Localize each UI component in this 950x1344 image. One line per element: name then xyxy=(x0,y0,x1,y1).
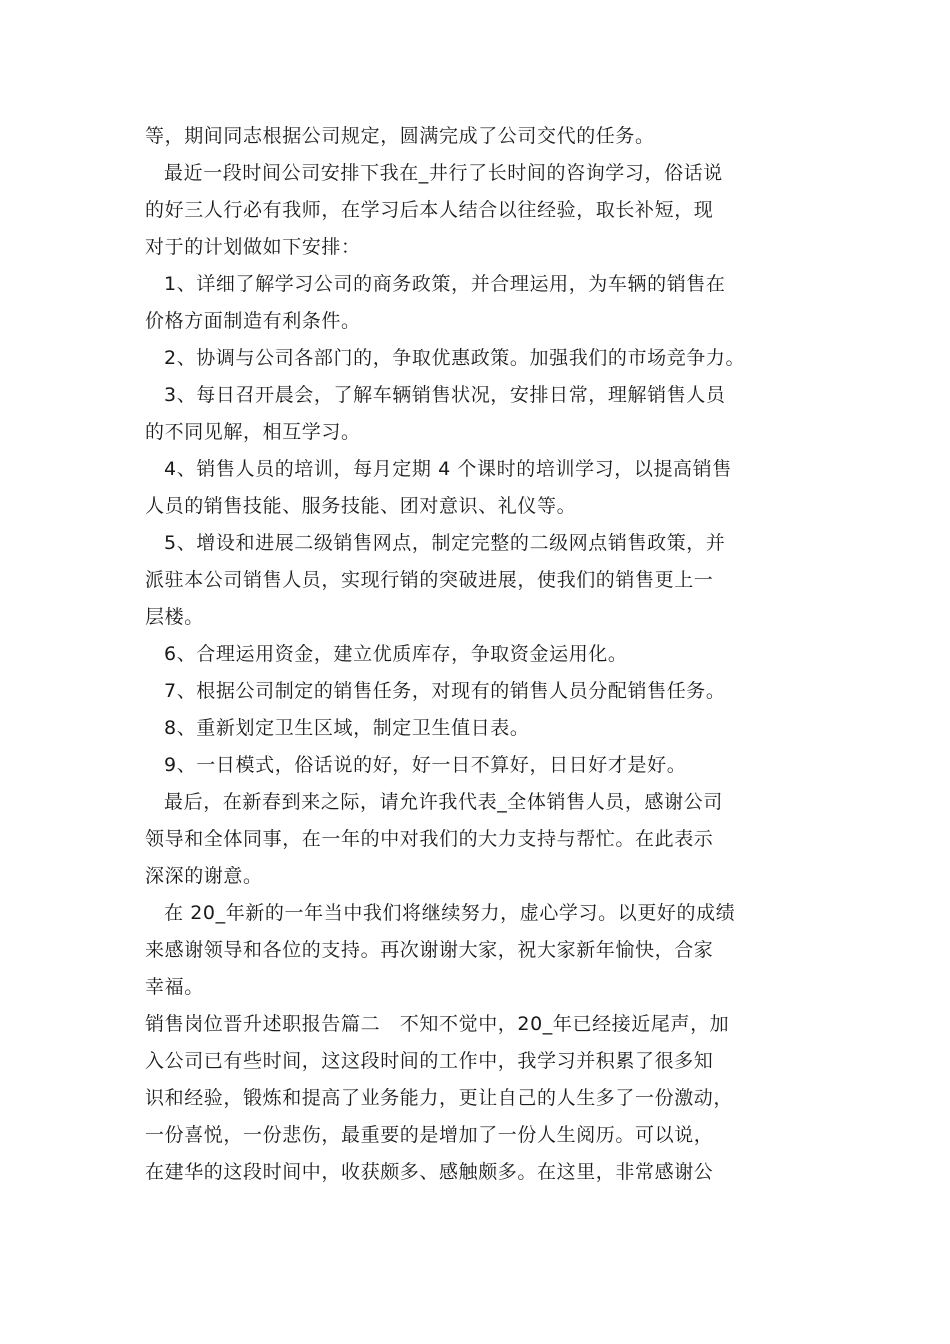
text-line: 对于的计划做如下安排： xyxy=(145,236,361,258)
text-line: 领导和全体同事，在一年的中对我们的大力支持与帮忙。在此表示 xyxy=(145,828,714,850)
text-line: 深深的谢意。 xyxy=(145,865,263,887)
text-line: 7、根据公司制定的销售任务，对现有的销售人员分配销售任务。 xyxy=(164,680,726,702)
text-line: 在建华的这段时间中，收获颇多、感触颇多。在这里，非常感谢公 xyxy=(145,1161,714,1183)
text-line: 来感谢领导和各位的支持。再次谢谢大家，祝大家新年愉快，合家 xyxy=(145,939,714,961)
text-line: 8、重新划定卫生区域，制定卫生值日表。 xyxy=(164,717,530,739)
text-line: 最后，在新春到来之际，请允许我代表_全体销售人员，感谢公司 xyxy=(164,791,723,813)
text-line: 幸福。 xyxy=(145,976,204,998)
text-line: 一份喜悦，一份悲伤，最重要的是增加了一份人生阅历。可以说， xyxy=(145,1124,714,1146)
text-line: 3、每日召开晨会，了解车辆销售状况，安排日常，理解销售人员 xyxy=(164,384,726,406)
text-line: 9、一日模式，俗话说的好，好一日不算好，日日好才是好。 xyxy=(164,754,687,776)
text-line: 人员的销售技能、服务技能、团对意识、礼仪等。 xyxy=(145,495,577,517)
text-line: 销售岗位晋升述职报告篇二 不知不觉中，20_年已经接近尾声，加 xyxy=(145,1013,730,1035)
text-line: 的不同见解，相互学习。 xyxy=(145,421,361,443)
text-line: 派驻本公司销售人员，实现行销的突破进展，使我们的销售更上一 xyxy=(145,569,714,591)
text-line: 等，期间同志根据公司规定，圆满完成了公司交代的任务。 xyxy=(145,125,655,147)
text-line: 6、合理运用资金，建立优质库存，争取资金运用化。 xyxy=(164,643,628,665)
text-line: 入公司已有些时间，这这段时间的工作中，我学习并积累了很多知 xyxy=(145,1050,714,1072)
text-line: 4、销售人员的培训，每月定期 4 个课时的培训学习，以提高销售 xyxy=(164,458,732,480)
text-line: 1、详细了解学习公司的商务政策，并合理运用，为车辆的销售在 xyxy=(164,273,726,295)
document-body xyxy=(145,118,810,1191)
text-line: 5、增设和进展二级销售网点，制定完整的二级网点销售政策，并 xyxy=(164,532,726,554)
text-line: 最近一段时间公司安排下我在_井行了长时间的咨询学习，俗话说 xyxy=(164,162,723,184)
text-line: 识和经验，锻炼和提高了业务能力，更让自己的人生多了一份激动， xyxy=(145,1087,734,1109)
text-line: 层楼。 xyxy=(145,606,204,628)
text-line: 价格方面制造有利条件。 xyxy=(145,310,361,332)
text-line: 在 20_年新的一年当中我们将继续努力，虚心学习。以更好的成绩 xyxy=(164,902,736,924)
text-line: 2、协调与公司各部门的，争取优惠政策。加强我们的市场竞争力。 xyxy=(164,347,746,369)
text-line: 的好三人行必有我师，在学习后本人结合以往经验，取长补短，现 xyxy=(145,199,714,221)
